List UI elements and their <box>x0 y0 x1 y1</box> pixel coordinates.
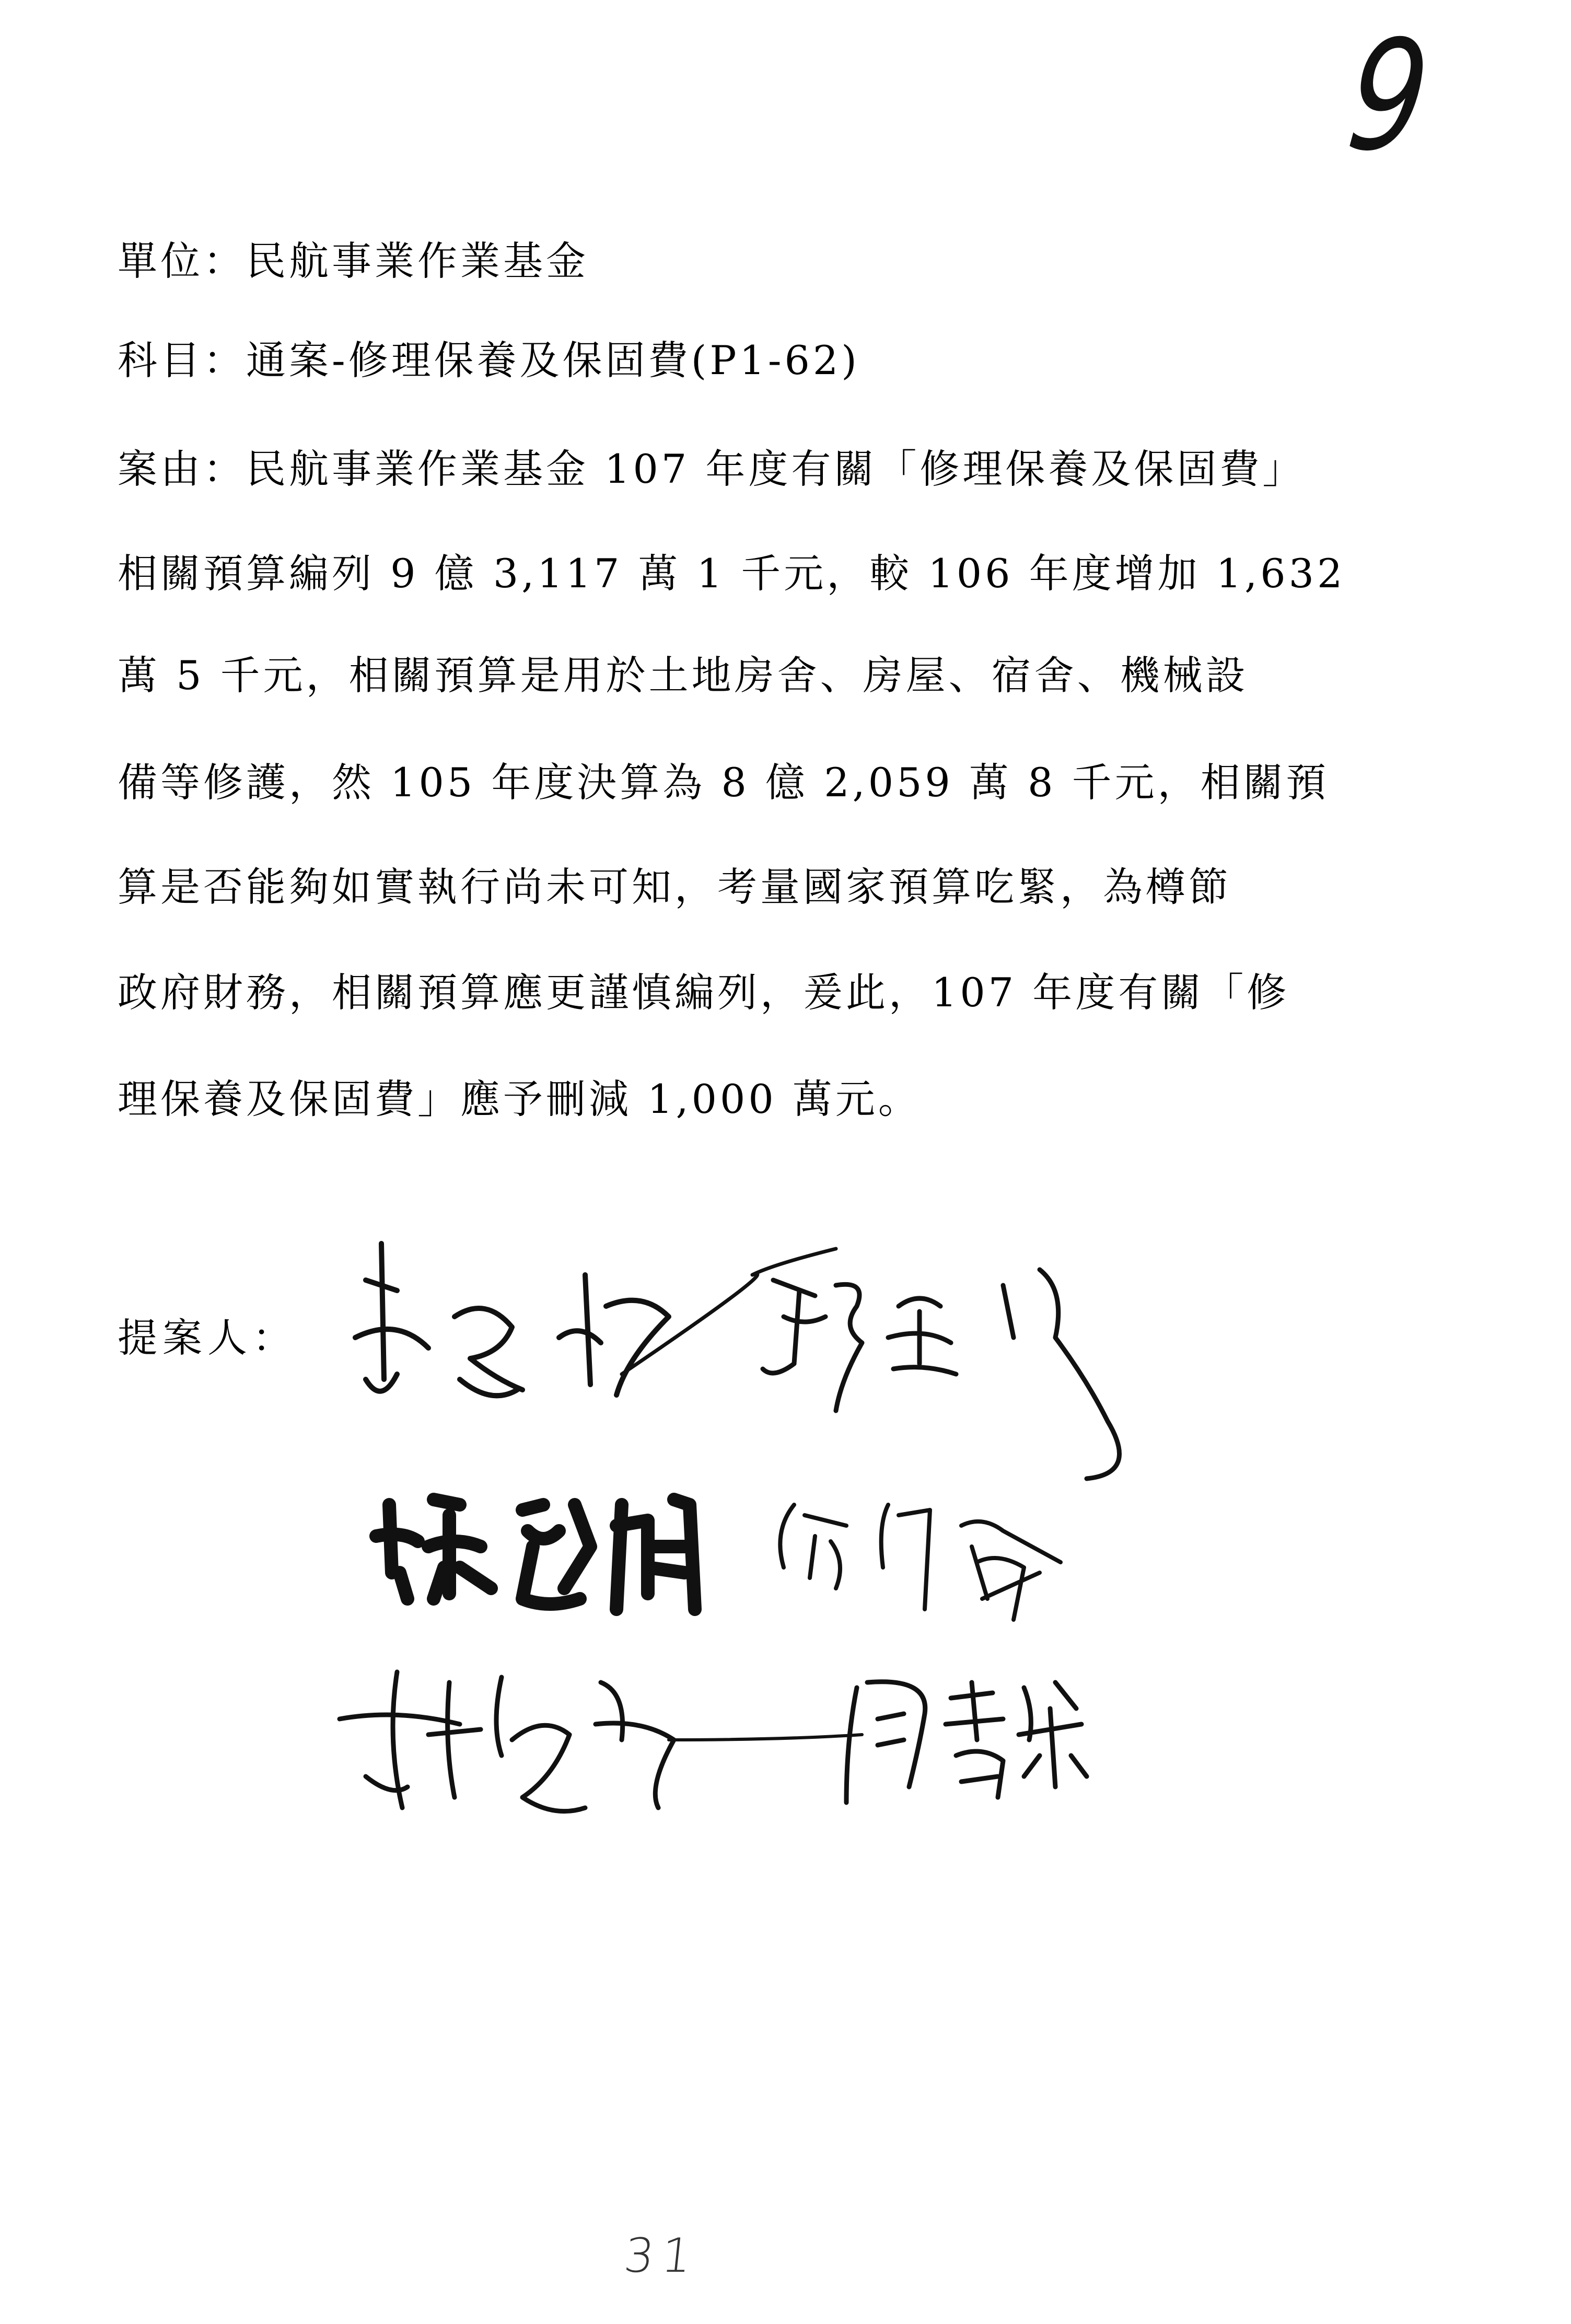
signature-1 <box>355 1244 836 1396</box>
reason-line-6: 政府財務，相關預算應更謹慎編列，爰此，107 年度有關「修 <box>118 969 1290 1016</box>
reason-line-4: 備等修護，然 105 年度決算為 8 億 2,059 萬 8 千元，相關預 <box>118 759 1329 806</box>
handwritten-page-number: 9 <box>1340 8 1437 184</box>
signature-6 <box>846 1682 1087 1803</box>
signature-2 <box>763 1270 1120 1479</box>
reason-line-2: 相關預算編列 9 億 3,117 萬 1 千元，較 106 年度增加 1,632 <box>118 550 1346 597</box>
signature-name-1: 李昆澤 <box>0 0 2 1</box>
reason-line-5: 算是否能夠如實執行尚未可知，考量國家預算吃緊，為樽節 <box>118 864 1231 910</box>
reason-line-3: 萬 5 千元，相關預算是用於土地房舍、房屋、宿舍、機械設 <box>118 652 1249 699</box>
signature-4 <box>780 1505 1061 1620</box>
proposer-label: 提案人： <box>118 1315 297 1361</box>
subject-line: 科目：通案-修理保養及保固費(P1-62) <box>118 337 860 384</box>
unit-line: 單位：民航事業作業基金 <box>118 238 589 284</box>
signature-5 <box>340 1672 862 1811</box>
handwritten-footer-number: 31 <box>621 2228 702 2283</box>
signature-3 <box>376 1500 695 1609</box>
reason-line-7: 理保養及保固費」應予刪減 1,000 萬元。 <box>118 1076 921 1122</box>
reason-line-1: 案由：民航事業作業基金 107 年度有關「修理保養及保固費」 <box>118 446 1306 492</box>
